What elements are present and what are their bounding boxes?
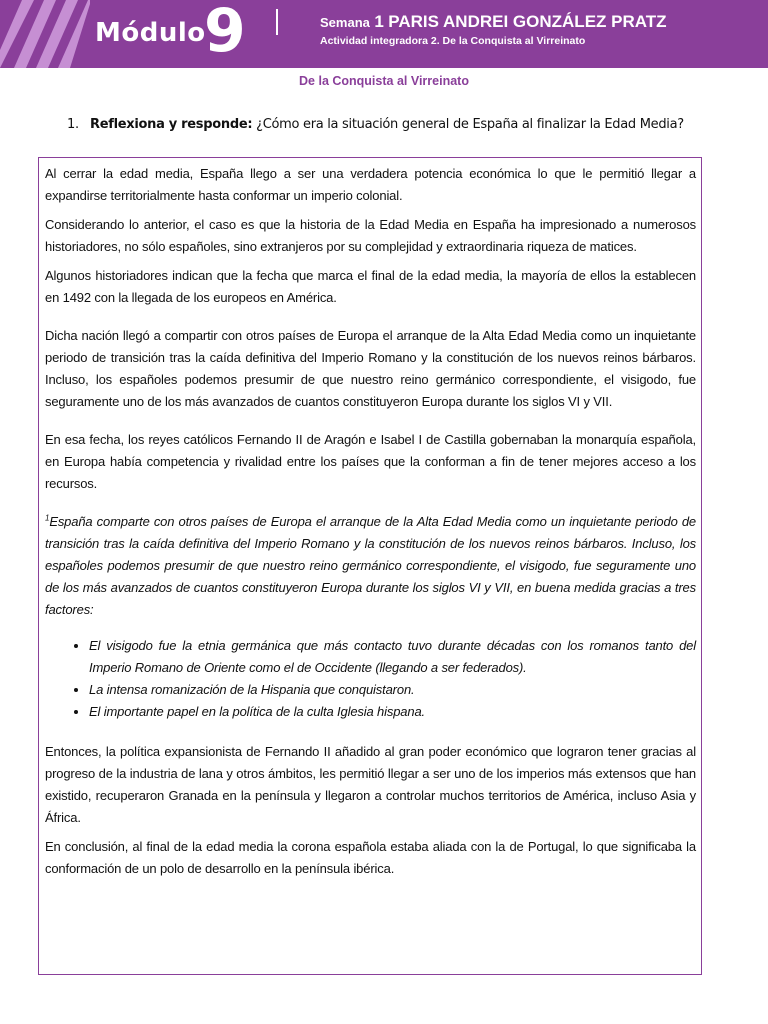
answer-paragraph: En conclusión, al final de la edad media la corona española estaba aliada con la de Portugal, lo que significaba la conformación de un polo de desarrollo en la península ibérica. (45, 839, 696, 876)
question-line (67, 117, 684, 132)
student-name: PARIS ANDREI GONZÁLEZ PRATZ (388, 12, 667, 31)
list-item: • El visigodo fue la etnia germánica que más contacto tuvo durante décadas con los romanos tanto del Imperio Romano de Oriente como el de Occidente (llegando a ser federados). (89, 635, 696, 679)
week-label: Semana (320, 15, 370, 30)
week-student-line (320, 12, 667, 32)
quote-text: España comparte con otros países de Europa el arranque de la Alta Edad Media como un inquietante periodo de transición tras la caída definitiva del Imperio Romano y la constitución de los nuevos reinos bárbaros. Incluso, los españoles podemos presumir de que nuestro reino germánico correspondiente, el visigodo, fue seguramente uno de los más avanzados de cuantos constituyeron Europa durante los siglos VI y VII, en buena medida gracias a tres factores: (45, 514, 696, 617)
answer-paragraph: Dicha nación llegó a compartir con otros países de Europa el arranque de la Alta Edad Media como un inquietante periodo de transición tras la caída definitiva del Imperio Romano y la constitución de los nuevos reinos bárbaros. Incluso, los españoles podemos presumir de que nuestro reino germánico correspondiente, el visigodo, fue seguramente uno de los más avanzados de cuantos constituyeron Europa durante los siglos VI y VII. (45, 328, 696, 409)
activity-title: Actividad integradora 2. De la Conquista al Virreinato (320, 35, 586, 47)
week-number: 1 (374, 12, 384, 31)
footnote-marker: 1 (45, 513, 50, 523)
question-number: 1. (67, 117, 79, 132)
module-label: Módulo (95, 18, 206, 48)
list-item: • La intensa romanización de la Hispania que conquistaron. (89, 679, 696, 701)
answer-paragraph: Algunos historiadores indican que la fecha que marca el final de la edad media, la mayoría de ellos la establecen en 1492 con la llegada de los europeos en América. (45, 268, 696, 305)
decorative-stripes (0, 0, 90, 68)
quoted-paragraph (45, 511, 696, 621)
module-number: 9 (204, 0, 246, 66)
document-title: De la Conquista al Virreinato (299, 74, 469, 88)
question-text: ¿Cómo era la situación general de España al finalizar la Edad Media? (256, 117, 684, 132)
header-divider (276, 9, 278, 35)
answer-paragraph: Considerando lo anterior, el caso es que la historia de la Edad Media en España ha impresionado a numerosos historiadores, no sólo españoles, sino extranjeros por su complejidad y extraordinaria riqueza de matices. (45, 217, 696, 254)
answer-paragraph: En esa fecha, los reyes católicos Fernando II de Aragón e Isabel I de Castilla gobernaban la monarquía española, en Europa había competencia y rivalidad entre los países que la conforman a fin de tener mejores acceso a los recursos. (45, 432, 696, 491)
answer-paragraph: Al cerrar la edad media, España llego a ser una verdadera potencia económica lo que le permitió llegar a expandirse territorialmente hasta conformar un imperio colonial. (45, 166, 696, 203)
answer-paragraph: Entonces, la política expansionista de Fernando II añadido al gran poder económico que lograron tener gracias al progreso de la industria de lana y otros ámbitos, les permitió llegar a ser uno de los imperios más extensos que han existido, recuperaron Granada en la península y llegaron a controlar muchos territorios de América, incluso Asia y África. (45, 744, 696, 825)
question-lead: Reflexiona y responde: (90, 117, 253, 132)
answer-content (45, 163, 696, 887)
list-item: • El importante papel en la política de la culta Iglesia hispana. (89, 701, 696, 723)
module-header-banner (0, 0, 768, 68)
factors-list (45, 635, 696, 723)
